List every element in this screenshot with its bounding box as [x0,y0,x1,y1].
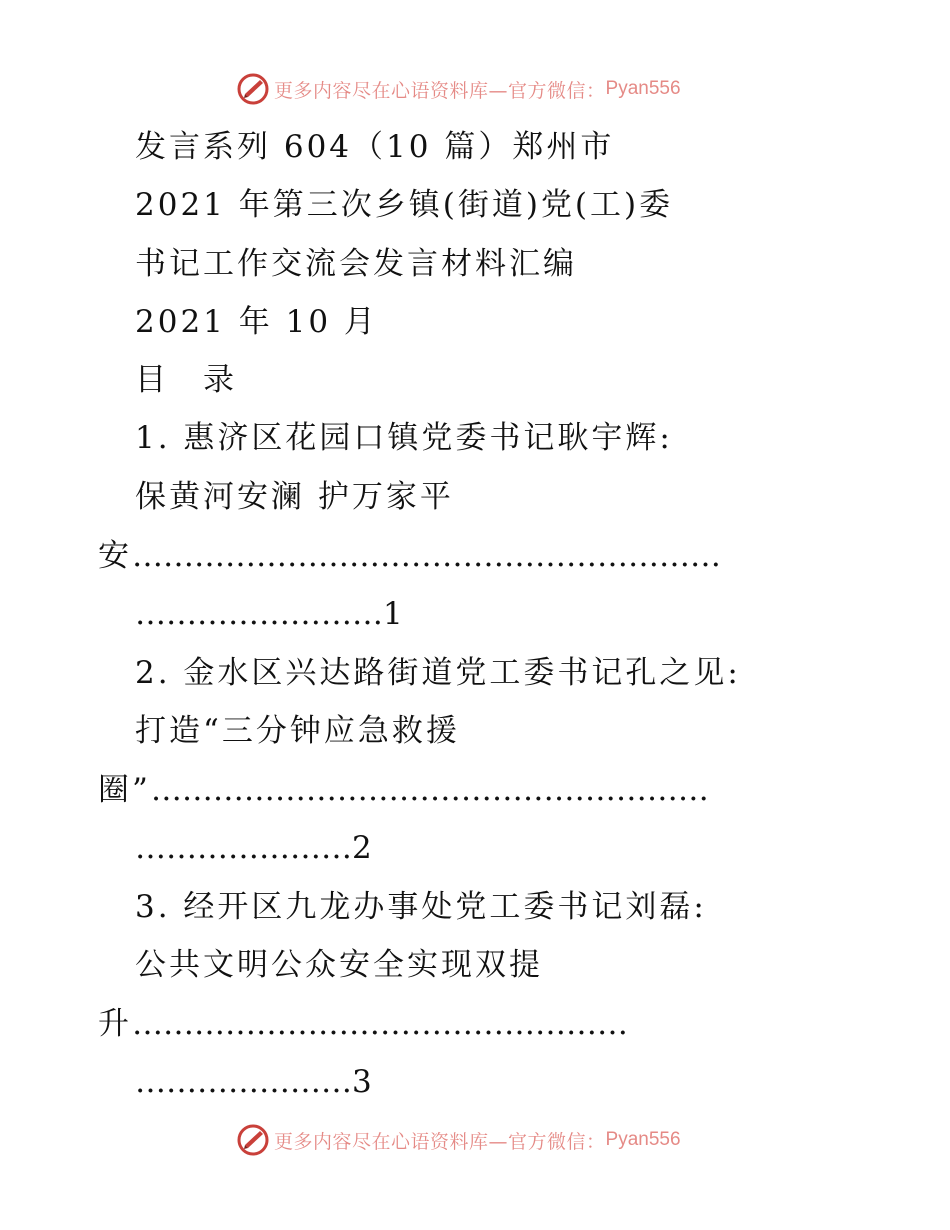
toc-entry-3-leader-dots-2: ………………… [135,1064,352,1100]
toc-entry-1-wrap [98,536,721,576]
toc-entry-3-wrap-text: 升 [98,1006,132,1042]
toc-entry-1-leader-dots-2: …………………… [135,596,383,632]
toc-entry-3-page-number: 3 [352,1064,375,1100]
brand-logo-icon [236,1123,270,1157]
toc-entry-1-page-number: 1 [383,596,406,632]
toc-entry-1-heading: 1. 惠济区花园口镇党委书记耿宇辉: [135,420,673,456]
watermark-wechat-id: Pyan556 [605,78,681,99]
watermark-wechat-id: Pyan556 [605,1129,681,1150]
document-title-line-1: 发言系列 604（10 篇）郑州市 [135,129,615,165]
brand-logo-icon [236,72,270,106]
document-date: 2021 年 10 月 [135,304,378,340]
toc-entry-2-wrap [98,770,709,810]
toc-entry-1-leader-dots: ………………………………………………… [132,538,721,574]
watermark-header [236,72,681,106]
toc-entry-2-leader-dots: ……………………………………………… [150,772,709,808]
toc-entry-3-heading: 3. 经开区九龙办事处党工委书记刘磊: [135,889,707,925]
toc-entry-2-page-line [135,828,375,868]
watermark-text: 更多内容尽在心语资料库—官方微信： [274,79,606,102]
watermark-footer [236,1123,681,1157]
toc-heading: 目 录 [135,362,237,398]
toc-entry-3-wrap [98,1004,628,1044]
watermark-text: 更多内容尽在心语资料库—官方微信： [274,1130,606,1153]
document-title-line-3: 书记工作交流会发言材料汇编 [135,246,577,282]
toc-entry-2-leader-dots-2: ………………… [135,830,352,866]
toc-entry-2-wrap-text: 圈” [98,772,151,808]
toc-entry-2-page-number: 2 [352,830,375,866]
toc-entry-1-page-line [135,594,406,634]
toc-entry-2-subtitle: 打造“三分钟应急救援 [135,713,460,749]
toc-entry-2-heading: 2. 金水区兴达路街道党工委书记孔之见: [135,655,741,691]
toc-entry-1-wrap-text: 安 [98,538,132,574]
document-title-line-2: 2021 年第三次乡镇(街道)党(工)委 [135,187,674,223]
toc-entry-3-subtitle: 公共文明公众安全实现双提 [135,947,543,983]
toc-entry-3-page-line [135,1062,375,1102]
toc-entry-1-subtitle: 保黄河安澜 护万家平 [135,479,454,515]
toc-entry-3-leader-dots: ………………………………………… [132,1006,628,1042]
